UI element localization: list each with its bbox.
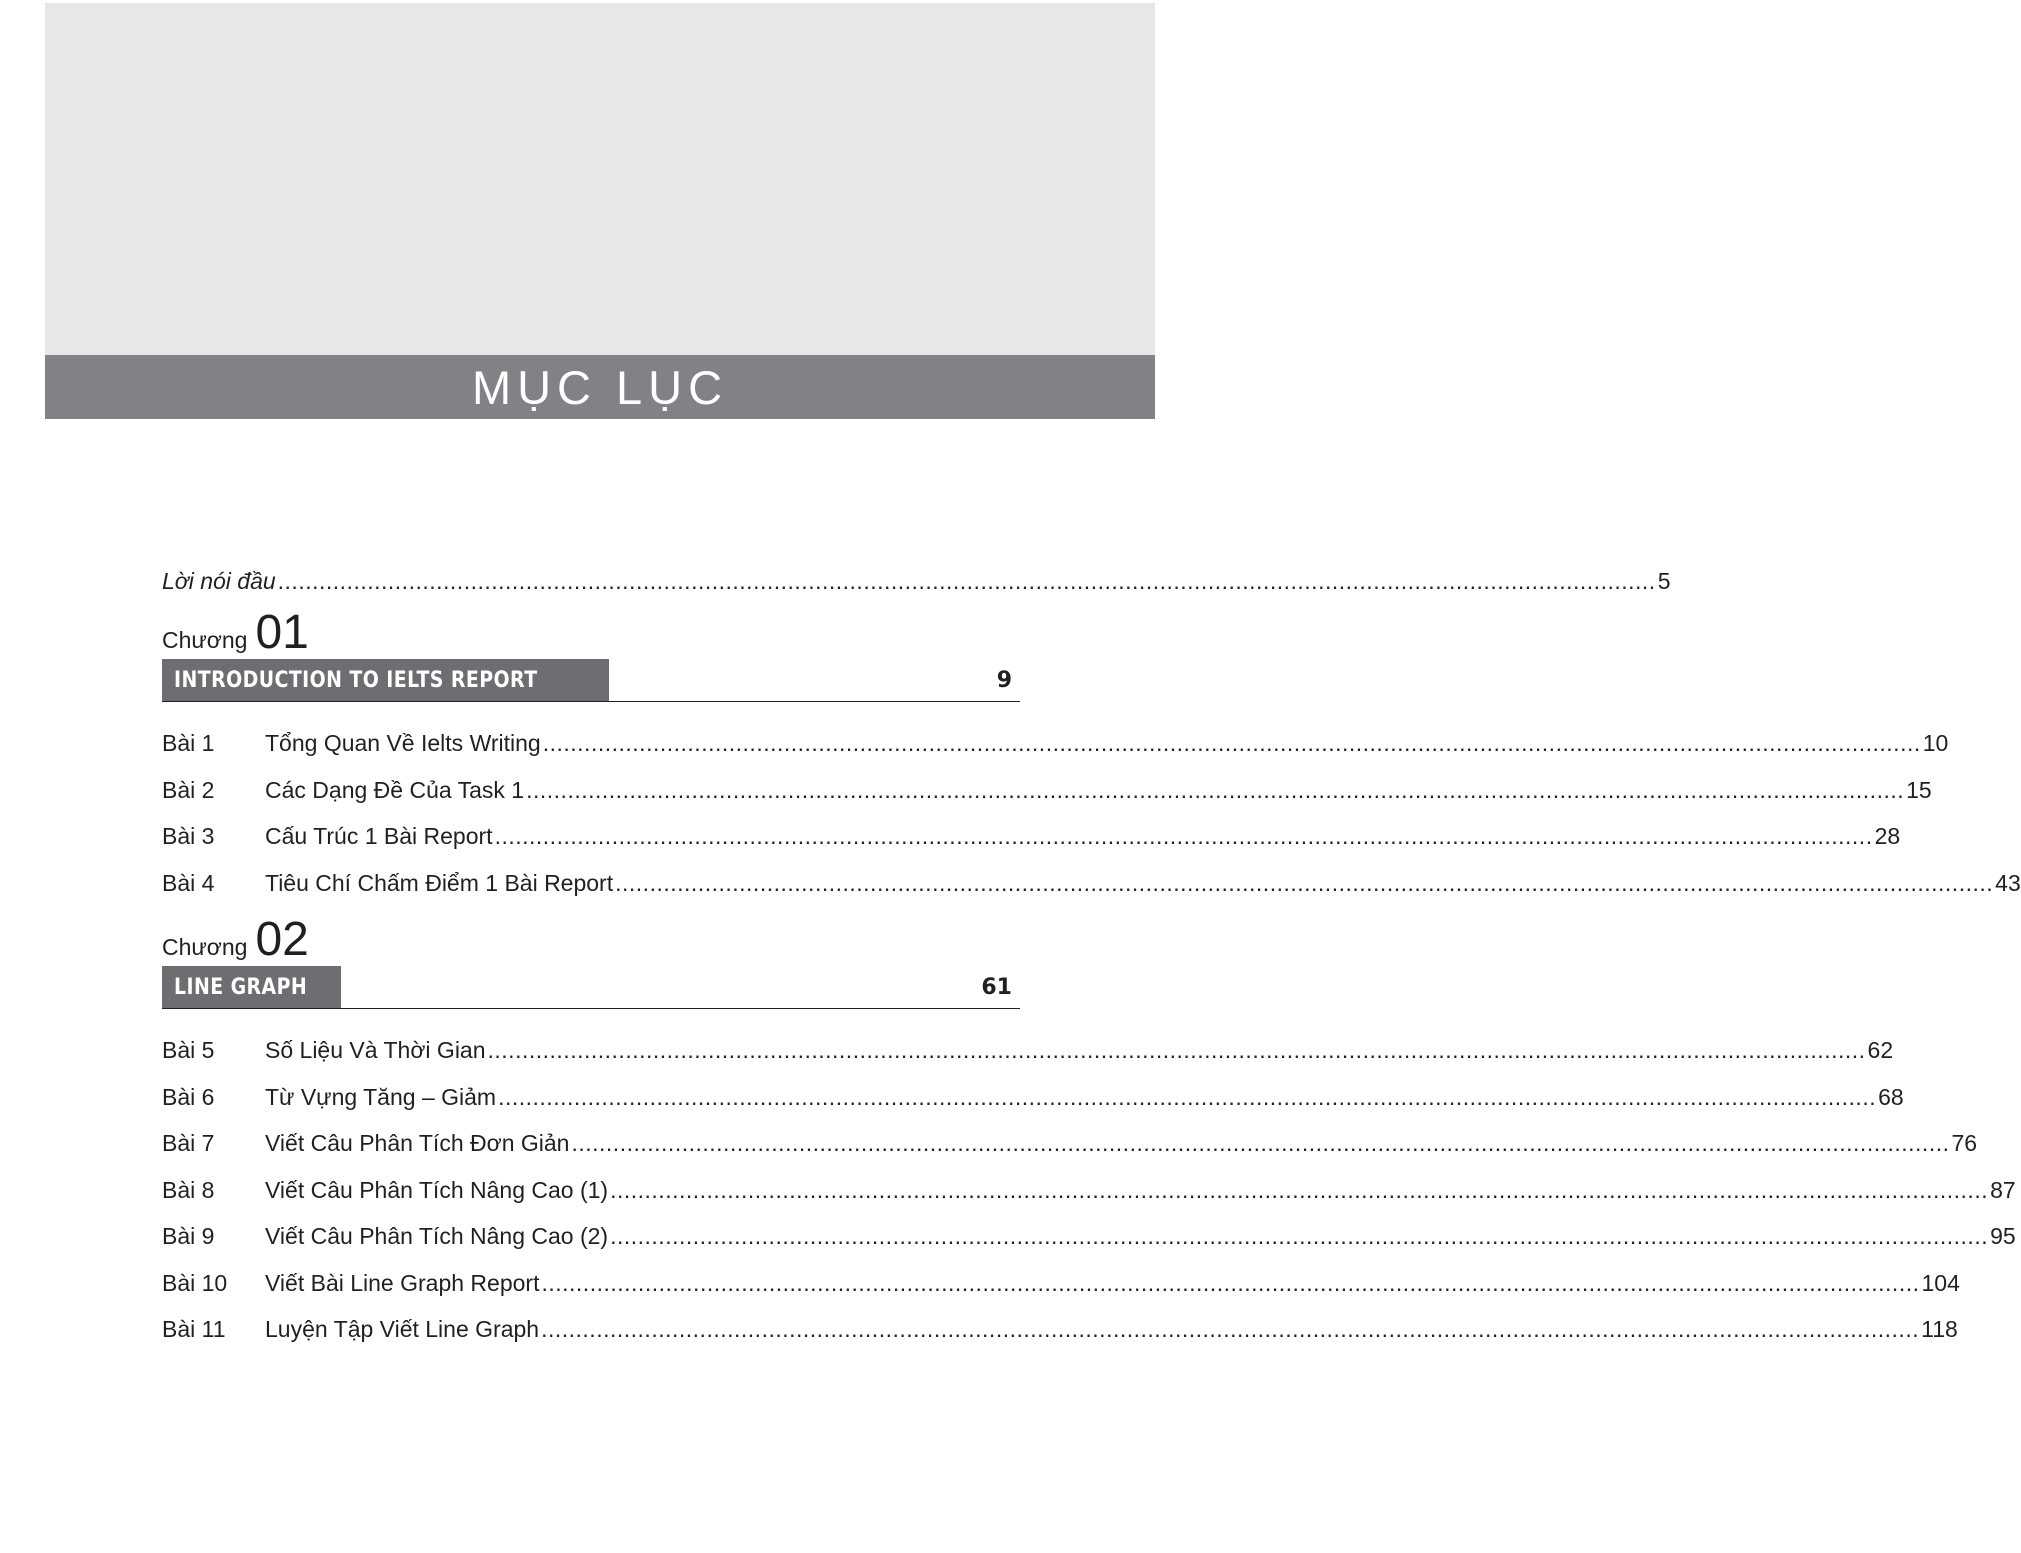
page-number: 87: [1990, 1176, 2016, 1203]
lesson-number: Bài 2: [162, 776, 215, 803]
chapter-heading: [162, 913, 1020, 966]
chapter-page: 9: [996, 667, 1012, 693]
page-title: MỤC LỤC: [471, 360, 729, 414]
title-band: [45, 355, 1155, 419]
lesson-entry[interactable]: [162, 1306, 1958, 1353]
lesson-title: Viết Câu Phân Tích Nâng Cao (1): [265, 1176, 609, 1203]
page-number: 5: [1657, 568, 1671, 594]
dot-leader: ........................................................................................................................................................................................................: [487, 1037, 1866, 1063]
lesson-number: Bài 3: [162, 823, 215, 849]
dot-leader: ........................................................................................................................................................................................................: [541, 1316, 1920, 1342]
dot-leader: ........................................................................................................................................................................................................: [610, 1223, 1989, 1249]
lesson-number: Bài 1: [162, 730, 215, 756]
lesson-title: Viết Câu Phân Tích Đơn Giản: [265, 1130, 570, 1156]
lesson-title: Cấu Trúc 1 Bài Report: [265, 823, 493, 849]
chapter-heading: [162, 606, 1020, 659]
lesson-title: Số Liệu Và Thời Gian: [265, 1037, 486, 1063]
lesson-title: Từ Vựng Tăng – Giảm: [265, 1083, 497, 1110]
dot-leader: ........................................................................................................................................................................................................: [615, 869, 1994, 896]
page-number: 104: [1921, 1269, 1960, 1296]
lesson-title: Tổng Quan Về Ielts Writing: [265, 730, 541, 756]
chapter-name: INTRODUCTION TO IELTS REPORT: [162, 659, 609, 701]
lesson-entry[interactable]: [162, 860, 2021, 907]
chapter-number: 02: [255, 913, 309, 966]
preface-label: Lời nói đầu: [162, 568, 276, 594]
page-number: 43: [1995, 869, 2021, 896]
lesson-number: Bài 5: [162, 1037, 215, 1063]
lesson-entry[interactable]: [162, 1260, 1960, 1307]
dot-leader: ........................................................................................................................................................................................................: [571, 1130, 1950, 1156]
dot-leader: ........................................................................................................................................................................................................: [494, 823, 1873, 849]
lesson-title: Viết Câu Phân Tích Nâng Cao (2): [265, 1223, 609, 1249]
chapter-page: 61: [981, 974, 1012, 1000]
chapter-word: Chương: [162, 627, 248, 653]
toc-entry-preface[interactable]: [162, 563, 1671, 599]
lesson-entry[interactable]: [162, 1027, 1894, 1074]
lesson-title: Tiêu Chí Chấm Điểm 1 Bài Report: [265, 869, 614, 896]
lesson-entry[interactable]: [162, 1167, 2016, 1214]
lesson-number: Bài 6: [162, 1083, 215, 1110]
table-of-contents: [162, 563, 2021, 1353]
chapter-bar[interactable]: [162, 966, 1020, 1009]
dot-leader: ........................................................................................................................................................................................................: [541, 1269, 1920, 1296]
lesson-number: Bài 10: [162, 1269, 228, 1296]
chapter-word: Chương: [162, 934, 248, 960]
lesson-number: Bài 9: [162, 1223, 215, 1249]
lesson-entry[interactable]: [162, 1120, 1978, 1167]
lesson-list: [162, 720, 2021, 906]
header-panel: [45, 3, 1155, 355]
lesson-number: Bài 11: [162, 1316, 226, 1342]
chapter-number: 01: [255, 606, 309, 659]
chapter-bar[interactable]: [162, 659, 1020, 702]
page-number: 118: [1921, 1316, 1958, 1342]
lesson-list: [162, 1027, 2016, 1353]
lesson-number: Bài 7: [162, 1130, 215, 1156]
dot-leader: ........................................................................................................................................................................................................: [498, 1083, 1877, 1110]
lesson-entry[interactable]: [162, 720, 1949, 767]
lesson-entry[interactable]: [162, 813, 1901, 860]
lesson-number: Bài 4: [162, 869, 215, 896]
lesson-title: Luyện Tập Viết Line Graph: [265, 1316, 540, 1342]
page-number: 76: [1951, 1130, 1978, 1156]
lesson-entry[interactable]: [162, 767, 1932, 814]
lesson-title: Các Dạng Đề Của Task 1: [265, 776, 525, 803]
dot-leader: ........................................................................................................................................................................................................: [542, 730, 1921, 756]
dot-leader: ........................................................................................................................................................................................................: [277, 568, 1656, 594]
page-number: 62: [1867, 1037, 1894, 1063]
dot-leader: ........................................................................................................................................................................................................: [610, 1176, 1989, 1203]
lesson-number: Bài 8: [162, 1176, 215, 1203]
lesson-entry[interactable]: [162, 1213, 2016, 1260]
lesson-entry[interactable]: [162, 1074, 1904, 1121]
page-number: 15: [1906, 776, 1932, 803]
dot-leader: ........................................................................................................................................................................................................: [526, 776, 1905, 803]
page-number: 10: [1922, 730, 1949, 756]
page-number: 28: [1874, 823, 1901, 849]
chapter-name: LINE GRAPH: [162, 966, 341, 1008]
page-number: 68: [1878, 1083, 1904, 1110]
lesson-title: Viết Bài Line Graph Report: [265, 1269, 540, 1296]
page-number: 95: [1990, 1223, 2016, 1249]
